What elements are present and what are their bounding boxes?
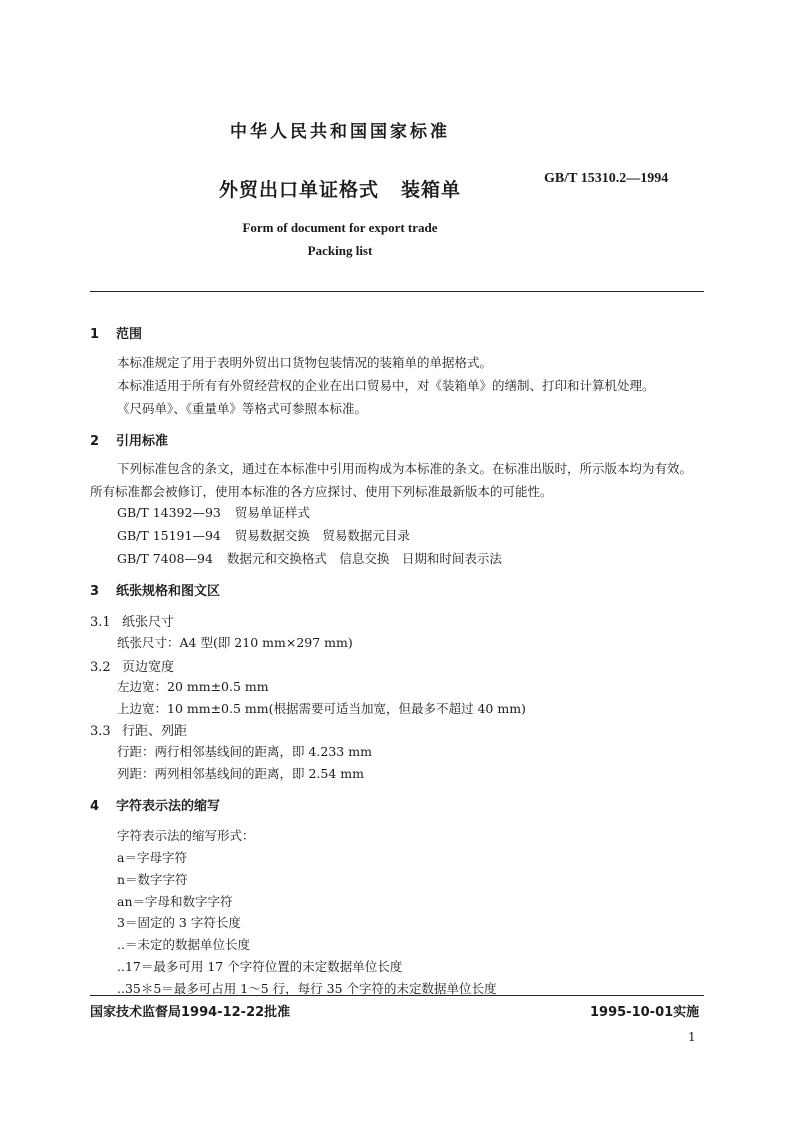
line-spacing-line: 行距：两行相邻基线间的距离，即 4.233 mm (117, 744, 372, 759)
abbreviation-line: n＝数字字符 (117, 872, 188, 887)
section-1-para-1: 本标准规定了用于表明外贸出口货物包装情况的装箱单的单据格式。 (117, 355, 493, 370)
reference-item: GB/T 7408—94 数据元和交换格式 信息交换 日期和时间表示法 (117, 551, 502, 566)
section-3-heading: 3 纸张规格和图文区 (90, 584, 221, 599)
column-spacing-line: 列距：两列相邻基线间的距离，即 2.54 mm (117, 766, 364, 781)
effective-date: 1995-10-01实施 (590, 1005, 700, 1020)
english-title-line1: Form of document for export trade (242, 220, 438, 235)
paper-size-line: 纸张尺寸：A4 型(即 210 mm×297 mm) (117, 635, 353, 650)
section-4-heading: 4 字符表示法的缩写 (90, 799, 221, 814)
abbreviation-line: an＝字母和数字字符 (117, 894, 233, 909)
left-margin-line: 左边宽：20 mm±0.5 mm (117, 679, 269, 694)
title-part1: 外贸出口单证格式 (218, 179, 379, 201)
abbreviation-line: ..17＝最多可用 17 个字符位置的未定数据单位长度 (117, 959, 403, 974)
section-1-heading: 1 范围 (90, 327, 143, 342)
section-2-para-1: 下列标准包含的条文，通过在本标准中引用而构成为本标准的条文。在标准出版时，所示版本均为有效。所有标准都会被修订，使用本标准的各方应探讨、使用下列标准最新版本的可能性。 (90, 461, 693, 499)
header-divider (90, 291, 704, 292)
reference-item: GB/T 15191—94 贸易数据交换 贸易数据元目录 (117, 528, 410, 543)
page-number: 1 (688, 1030, 696, 1044)
document-authority: 中华人民共和国国家标准 (230, 122, 450, 142)
footer-divider (90, 995, 704, 996)
english-title-line2: Packing list (307, 243, 373, 258)
standard-code: GB/T 15310.2—1994 (544, 171, 669, 186)
approval-statement: 国家技术监督局1994-12-22批准 (90, 1005, 291, 1020)
abbreviation-line: a＝字母字符 (117, 850, 187, 865)
top-margin-line: 上边宽：10 mm±0.5 mm(根据需要可适当加宽，但最多不超过 40 mm) (117, 701, 526, 716)
section-3-3-heading: 3.3 行距、列距 (90, 724, 188, 739)
title-part2: 装箱单 (401, 179, 462, 201)
section-3-2-heading: 3.2 页边宽度 (90, 660, 175, 675)
abbreviation-line: 字符表示法的缩写形式： (117, 828, 255, 843)
abbreviation-line: 3＝固定的 3 字符长度 (117, 915, 241, 930)
abbreviation-line: ..35＊5＝最多可占用 1～5 行，每行 35 个字符的未定数据单位长度 (117, 981, 497, 996)
section-1-para-3: 《尺码单》、《重量单》等格式可参照本标准。 (117, 401, 368, 416)
section-1-para-2: 本标准适用于所有有外贸经营权的企业在出口贸易中，对《装箱单》的缮制、打印和计算机处理。 (117, 378, 655, 393)
section-3-1-heading: 3.1 纸张尺寸 (90, 615, 175, 630)
abbreviation-line: ..＝未定的数据单位长度 (117, 937, 250, 952)
section-2-heading: 2 引用标准 (90, 434, 169, 449)
reference-item: GB/T 14392—93 贸易单证样式 (117, 505, 310, 520)
